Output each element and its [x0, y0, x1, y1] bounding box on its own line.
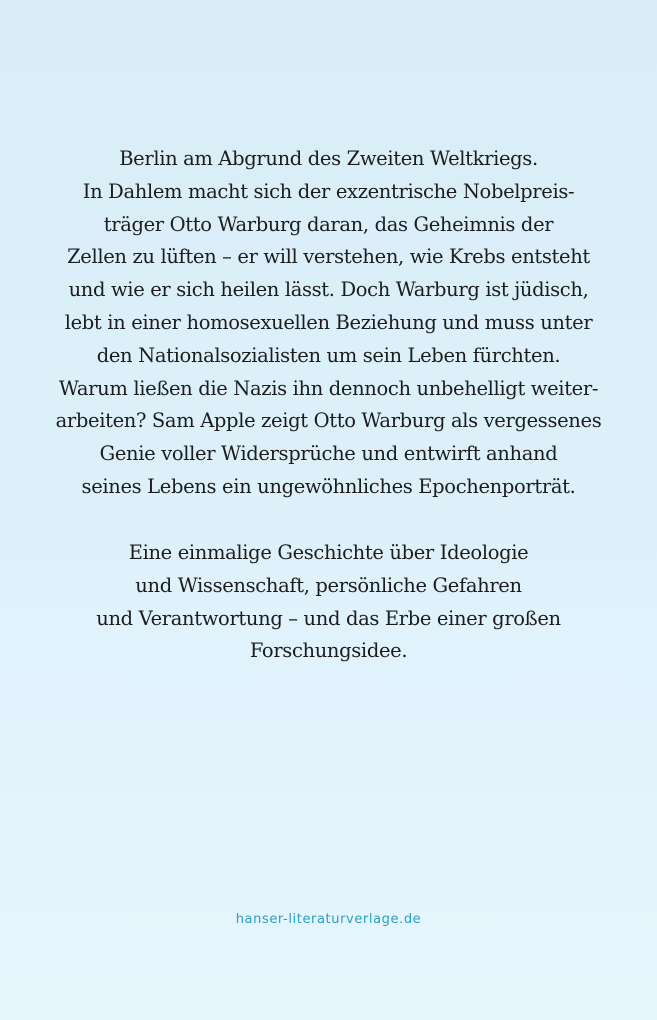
blurb-line: lebt in einer homosexuellen Beziehung und muss unter [64, 310, 593, 334]
blurb-line: Forschungsidee. [249, 639, 408, 663]
blurb-line: arbeiten? Sam Apple zeigt Otto Warburg als vergessenes [55, 409, 602, 433]
blurb-line: seines Lebens ein ungewöhnliches Epochenporträt. [81, 474, 576, 498]
blurb-line: und Wissenschaft, persönliche Gefahren [135, 573, 522, 597]
blurb-line: Berlin am Abgrund des Zweiten Weltkriegs. [119, 147, 538, 170]
blurb-line: In Dahlem macht sich der exzentrische Nobelpreis- [82, 179, 575, 203]
blurb-line: Warum ließen die Nazis ihn dennoch unbehelligt weiter- [58, 376, 599, 400]
blurb-line: und wie er sich heilen lässt. Doch Warburg ist jüdisch, [68, 278, 589, 302]
blurb-line: Eine einmalige Geschichte über Ideologie [128, 541, 529, 564]
blurb-main-paragraph [40, 143, 617, 504]
blurb-secondary-paragraph [40, 537, 617, 668]
blurb-line: den Nationalsozialisten um sein Leben fürchten. [96, 343, 561, 367]
blurb-line: Genie voller Widersprüche und entwirft anhand [99, 442, 558, 466]
blurb-line: träger Otto Warburg daran, das Geheimnis der [103, 212, 554, 236]
publisher-url: hanser-literaturverlage.de [235, 912, 422, 927]
blurb-line: Zellen zu lüften – er will verstehen, wie Krebs entsteht [67, 245, 590, 269]
blurb-line: und Verantwortung – und das Erbe einer großen [96, 606, 561, 630]
